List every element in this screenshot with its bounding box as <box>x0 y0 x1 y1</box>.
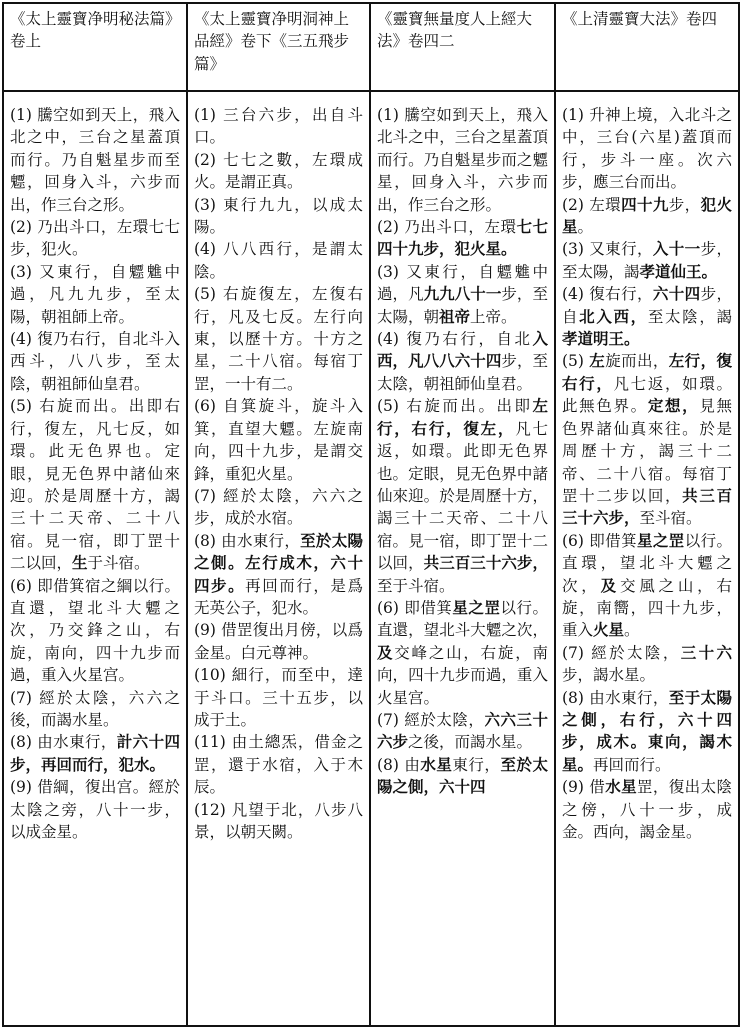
entry-paragraph <box>194 238 363 283</box>
entry-paragraph <box>194 194 363 239</box>
entry-paragraph <box>562 530 732 642</box>
text-segment: (5) 右旋復左，左復右行，凡及七反。左行向東，以歷十方。十方之星，二十八宿。每宿丁罡，一十有二。 <box>194 285 363 393</box>
bold-segment: 犯火星 <box>562 194 732 237</box>
text-segment: (8) 由 <box>377 755 421 774</box>
entry-paragraph <box>377 754 548 799</box>
text-segment: 旋而出， <box>605 352 669 371</box>
entry-paragraph <box>10 687 180 732</box>
bold-segment: 星之罡 <box>452 597 501 617</box>
bold-segment: 水星 <box>605 777 637 797</box>
bold-segment: 至于太陽之側，右行，六十四步，成木。東向，謁木星。 <box>562 687 732 774</box>
bold-segment: 三十六 <box>680 642 732 662</box>
text-segment: (3) 又東行，自魒魋中過，凡 <box>377 262 548 304</box>
header-cell-2: 《太上靈寶净明洞神上品經》卷下《三五飛步篇》 <box>187 3 370 91</box>
entry-paragraph <box>562 283 732 350</box>
text-segment: 凡七返，如環。此即无色界也。定眼，見无色界中諸仙來迎。於是周歷十方，謁三十二天帝、二十八宿。見一宿，即丁罡十二以回， <box>377 419 548 573</box>
text-segment: 步，至太陽，謁 <box>562 240 732 281</box>
text-segment: (5) 右旋而出。出即 <box>377 397 533 416</box>
bold-segment: 六十四 <box>652 284 701 304</box>
text-segment: (6) 自箕旋斗，旋斗入箕，直望大魒。左旋南向，四十九步，是謂交鋒，重犯火星。 <box>194 397 363 483</box>
text-segment: (10) 細行，而至中，達于斗口。三十五步，以成于土。 <box>194 666 363 729</box>
text-segment: (3) 又東行，自魒魋中過，凡九九步，至太陽，朝祖師上帝。 <box>10 262 180 326</box>
bold-segment: 入十一 <box>652 239 701 259</box>
entry-paragraph <box>194 664 363 731</box>
header-row <box>3 3 739 91</box>
entry-paragraph <box>377 597 548 709</box>
text-segment: (8) 由水東行， <box>10 733 117 752</box>
text-segment: (3) 又東行， <box>562 240 653 259</box>
entry-paragraph <box>10 395 180 574</box>
entry-paragraph <box>562 687 732 777</box>
text-segment: 。 <box>577 218 594 237</box>
text-segment: (7) 經於太陰， <box>377 710 485 729</box>
text-segment: 凡七返，如環。此無色界。 <box>562 374 732 416</box>
text-segment: (7) 經於太陰，六六之後，而謁水星。 <box>10 688 180 729</box>
text-segment: 至于斗宿。 <box>377 576 455 595</box>
entry-paragraph <box>10 216 180 261</box>
bold-segment: 及 <box>377 642 395 662</box>
bold-segment: 星之罡 <box>636 530 685 550</box>
bold-segment: 孝道明王。 <box>562 329 640 349</box>
text-segment: (6) 即借箕宿之綱以行。直還，望北斗大魒之次，乃交鋒之山，右旋，南向，四十九步而過，重入火星宫。 <box>10 576 180 685</box>
bold-segment: 九九八十一 <box>423 284 502 304</box>
bold-segment: 入西，凡八八六十四 <box>377 329 548 371</box>
text-segment: (9) 借 <box>562 778 606 797</box>
text-segment: (9) 借罡復出月傍，以爲金星。白元尊神。 <box>194 621 363 662</box>
entry-paragraph <box>377 261 548 328</box>
bold-segment: 定想， <box>647 396 700 416</box>
entry-paragraph <box>10 261 180 328</box>
bold-segment: 左行，右行，復左， <box>377 396 548 438</box>
text-segment: (1) 三台六步，出自斗口。 <box>194 106 363 147</box>
text-segment: 交風之山，右旋，南嚮，四十九步，重入 <box>562 576 732 640</box>
text-segment: (2) 乃出斗口，左環七七步，犯火。 <box>10 218 180 259</box>
text-segment: 以行。直環，望北斗大魒之次， <box>562 531 732 595</box>
text-segment: 至太陰，謁 <box>647 307 732 326</box>
entry-paragraph <box>562 194 732 239</box>
entry-paragraph <box>10 104 180 216</box>
bold-segment: 七七四十九步，犯火星。 <box>377 217 548 259</box>
text-segment: (1) 騰空如到天上，飛入北斗之中，三台之星蓋頂而行。乃自魁星步而之魒星，回身入斗，六步而出，作三台之形。 <box>377 106 548 214</box>
text-segment: (7) 經於太陰， <box>562 643 681 662</box>
bold-segment: 火星 <box>593 620 625 640</box>
bold-segment: 至於太陽之側，六十四 <box>377 754 548 797</box>
text-segment: (9) 借綱，復出宫。經於太陰之旁，八十一步，以成金星。 <box>10 778 180 841</box>
text-segment: (6) 即借箕 <box>377 598 453 617</box>
entry-paragraph <box>377 216 548 261</box>
text-segment: (2) 左環 <box>562 195 622 214</box>
entry-paragraph <box>10 328 180 395</box>
text-segment: 步，謁水星。 <box>562 666 656 685</box>
entry-paragraph <box>562 350 732 529</box>
text-segment: (1) 騰空如到天上，飛入北之中，三台之星蓋頂而行。乃自魁星步而至魒，回身入斗，六步而出，作三台之形。 <box>10 106 180 214</box>
entry-paragraph <box>194 149 363 194</box>
entry-paragraph <box>194 104 363 149</box>
entry-paragraph <box>194 530 363 620</box>
bold-segment: 左行，復右行， <box>562 351 732 393</box>
text-segment: 再回而行，是爲无英公子，犯水。 <box>194 576 363 617</box>
text-segment: (2) 乃出斗口，左環 <box>377 218 517 237</box>
entry-paragraph <box>377 104 548 216</box>
bold-segment: 計六十四步，再回而行，犯水。 <box>10 732 180 774</box>
bold-segment: 共三百三十六步， <box>423 553 548 573</box>
entry-paragraph <box>562 238 732 283</box>
text-segment: 步，自 <box>562 285 732 326</box>
entry-paragraph <box>562 642 732 687</box>
text-segment: 步， <box>668 195 701 214</box>
entry-paragraph <box>194 283 363 395</box>
text-segment: (5) <box>562 352 590 371</box>
header-cell-3: 《靈寶無量度人上經大法》卷四二 <box>370 3 555 91</box>
entry-paragraph <box>377 395 548 597</box>
bold-segment: 六六三十六步 <box>377 709 548 752</box>
text-segment: 見無色界諸仙真來往。於是周歷十方，謁三十二帝、二十八宿。每宿丁罡十二步以回， <box>562 397 732 505</box>
text-segment: (6) 即借箕 <box>562 531 637 550</box>
text-segment: 罡，復出太陰之傍，八十一步，成金。西向，謁金星。 <box>562 778 732 841</box>
entry-paragraph <box>194 395 363 485</box>
text-segment: 再回而行。 <box>593 755 671 774</box>
text-segment: 交峰之山，右旋，南向，四十九步而過，重入火星宫。 <box>377 643 548 707</box>
text-segment: 之後，而謁水星。 <box>408 733 533 752</box>
header-cell-4: 《上清靈寶大法》卷四 <box>555 3 739 91</box>
text-segment: 步，至太陰，朝祖師仙皇君。 <box>377 352 548 393</box>
text-segment: (12) 凡望于北，八步八景，以朝天闕。 <box>194 800 363 841</box>
text-segment: (4) 復右行， <box>562 285 653 304</box>
text-segment: 。 <box>624 621 640 640</box>
entry-paragraph <box>377 328 548 395</box>
text-segment: (7) 經於太陰，六六之步，成於水宿。 <box>194 486 363 528</box>
bold-segment: 左 <box>589 351 606 371</box>
comparison-table <box>2 2 740 1027</box>
text-segment: (4) 復乃右行，自北 <box>377 330 533 349</box>
text-segment: (8) 由水東行， <box>562 688 669 707</box>
text-segment: (3) 東行九九，以成太陽。 <box>194 195 363 237</box>
bold-segment: 生 <box>72 553 88 573</box>
body-row <box>3 91 739 1026</box>
bold-segment: 祖帝 <box>439 306 471 326</box>
body-cell-1 <box>3 91 187 1026</box>
entry-paragraph <box>194 799 363 844</box>
bold-segment: 孝道仙王。 <box>639 261 718 281</box>
entry-paragraph <box>194 485 363 530</box>
entry-paragraph <box>10 575 180 687</box>
body-cell-2 <box>187 91 370 1026</box>
entry-paragraph <box>194 619 363 664</box>
bold-segment: 水星 <box>420 754 453 774</box>
entry-paragraph <box>562 104 732 194</box>
entry-paragraph <box>377 709 548 754</box>
entry-paragraph <box>10 731 180 776</box>
bold-segment: 四十九 <box>621 194 669 214</box>
bold-segment: 至於太陽之側。左行成木，六十四步。 <box>194 530 363 595</box>
entry-paragraph <box>10 776 180 843</box>
text-segment: 于斗宿。 <box>87 554 150 573</box>
body-cell-3 <box>370 91 555 1026</box>
text-segment: (4) 復乃右行，自北斗入西斗，八八步，至太陰，朝祖師仙皇君。 <box>10 330 180 393</box>
body-cell-4 <box>555 91 739 1026</box>
text-segment: 東行， <box>452 755 501 774</box>
entry-paragraph <box>562 776 732 843</box>
bold-segment: 及 <box>600 575 620 595</box>
bold-segment: 共三百三十六步， <box>562 485 732 528</box>
text-segment: 步，至太陽，朝 <box>377 285 548 326</box>
text-segment: (1) 升神上境，入北斗之中，三台(六星)蓋頂而行，步斗一座。次六步，應三台而出。 <box>562 106 732 192</box>
entry-paragraph <box>194 731 363 798</box>
text-segment: 上帝。 <box>470 307 517 326</box>
text-segment: (4) 八八西行，是謂太陰。 <box>194 240 363 281</box>
bold-segment: 北入西， <box>579 306 648 326</box>
text-segment: (8) 由水東行， <box>194 531 301 550</box>
text-segment: (5) 右旋而出。出即右行，復左，凡七反，如環。此无色界也。定眼，見无色界中諸仙來迎。於是周歷十方，謁三十二天帝、二十八宿。見一宿，即丁罡十二以回， <box>10 397 180 573</box>
text-segment: 以行。直還，望北斗大魒之次， <box>377 598 548 640</box>
text-segment: (2) 七七之數，左環成火。是謂正真。 <box>194 150 363 192</box>
text-segment: (11) 由土總炁，借金之罡，還于水宿，入于木辰。 <box>194 733 363 797</box>
text-segment: 至斗宿。 <box>639 509 702 528</box>
header-cell-1: 《太上靈寶净明秘法篇》卷上 <box>3 3 187 91</box>
